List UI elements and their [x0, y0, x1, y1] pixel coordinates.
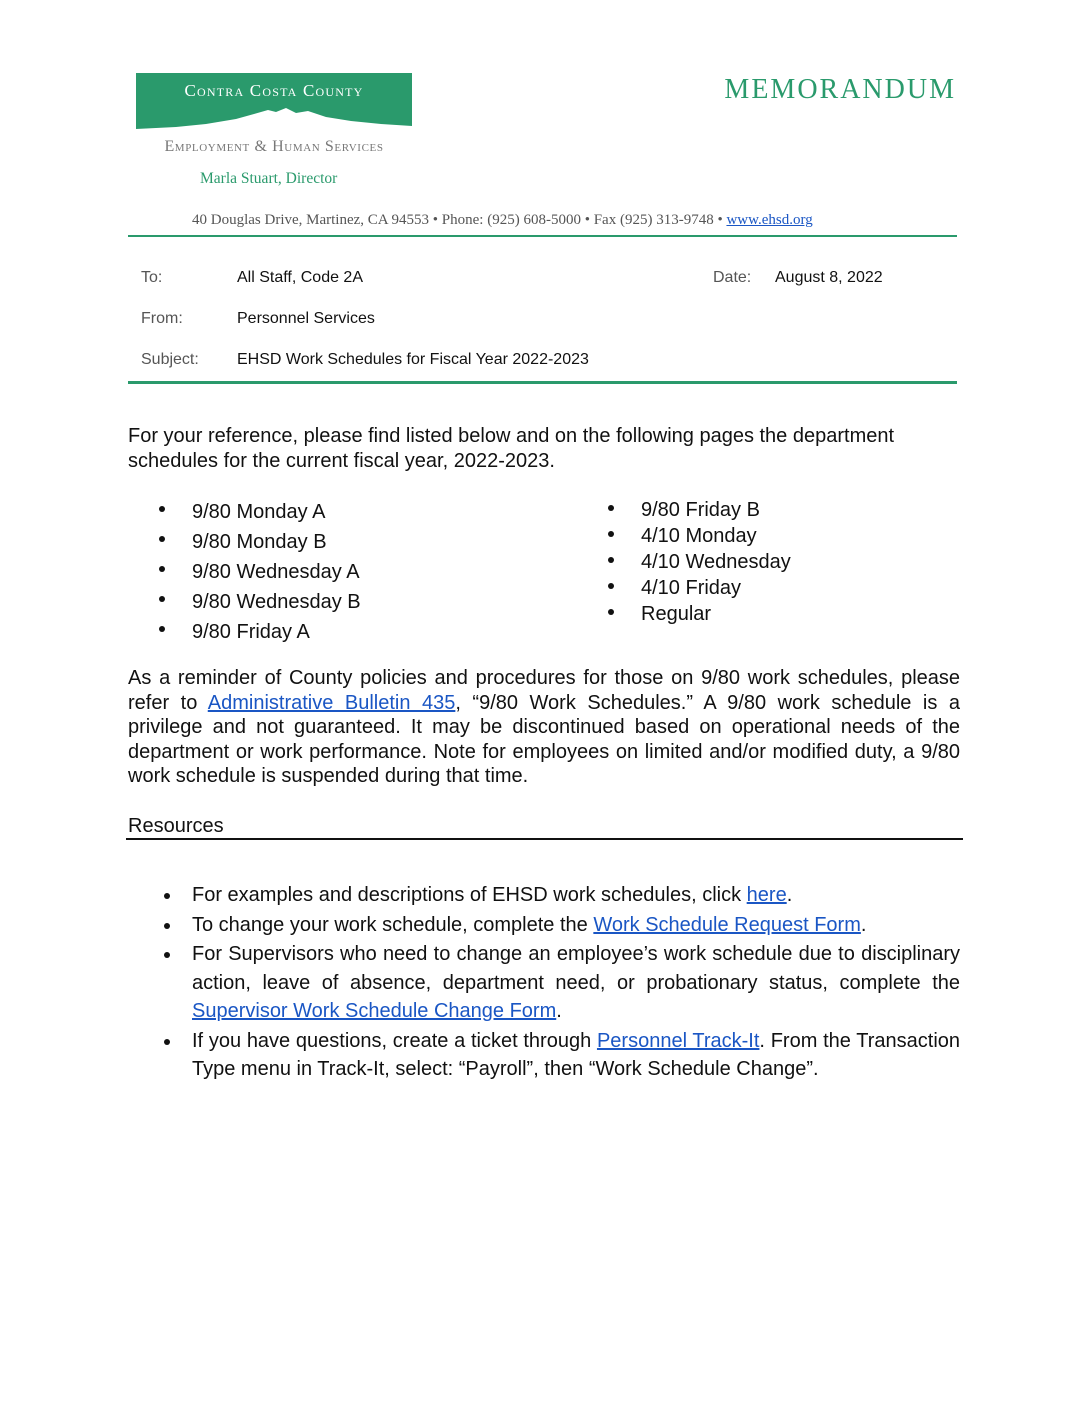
date-label: Date: [713, 269, 752, 286]
resources-list [192, 881, 960, 1085]
bullet-icon [159, 536, 165, 542]
logo-title: Contra Costa County [184, 81, 364, 100]
to-label: To: [141, 269, 163, 286]
bullet-icon [608, 583, 614, 589]
list-item: 4/10 Wednesday [641, 549, 791, 575]
bullet-icon [164, 923, 170, 929]
bullet-icon [164, 952, 170, 958]
director-name: Marla Stuart, Director [200, 170, 338, 187]
date-value: August 8, 2022 [775, 269, 883, 286]
list-item: To change your work schedule, complete the Work Schedule Request Form. [192, 911, 960, 940]
work-schedule-request-form-link[interactable]: Work Schedule Request Form [593, 913, 861, 936]
bullet-icon [608, 557, 614, 563]
bullet-icon [159, 566, 165, 572]
header-divider [128, 235, 957, 237]
address-line [192, 212, 813, 229]
from-value: Personnel Services [237, 310, 375, 327]
reminder-paragraph: As a reminder of County policies and procedures for those on 9/80 work schedules, please refer to Administrative Bulletin 435, “9/80 Work Schedules.” A 9/80 work schedule is a privilege and not guaranteed. It may be discontinued based on operational needs of the department or work performance. Note for employees on limited and/or modified duty, a 9/80 work schedule is suspended during that time. [128, 667, 961, 787]
address-text: 40 Douglas Drive, Martinez, CA 94553 • Phone: (925) 608-5000 • Fax (925) 313-9748 • [192, 212, 727, 228]
admin-bulletin-link[interactable]: Administrative Bulletin 435 [207, 691, 456, 714]
list-item: 9/80 Friday A [192, 617, 361, 647]
list-item: If you have questions, create a ticket through Personnel Track-It. From the Transaction Type menu in Track-It, select: “Payroll”, then “Work Schedule Change”. [192, 1027, 960, 1084]
bullet-icon [608, 609, 614, 615]
list-item: For Supervisors who need to change an employee’s work schedule due to disciplinary action, leave of absence, department need, or probationary status, complete the Supervisor Work Schedule Change Form. [192, 940, 960, 1026]
list-item: 4/10 Monday [641, 523, 791, 549]
list-item: 9/80 Friday B [641, 497, 791, 523]
memo-header-divider [128, 381, 957, 384]
schedule-list-right [641, 497, 791, 627]
bullet-icon [159, 596, 165, 602]
county-logo [136, 73, 412, 132]
list-item: 4/10 Friday [641, 575, 791, 601]
resources-divider [126, 838, 963, 840]
subject-label: Subject: [141, 351, 199, 368]
bullet-icon [159, 506, 165, 512]
bullet-icon [164, 1039, 170, 1045]
list-item: 9/80 Monday B [192, 527, 361, 557]
schedule-list-left [192, 497, 361, 647]
bullet-icon [608, 505, 614, 511]
list-item: Regular [641, 601, 791, 627]
list-item: For examples and descriptions of EHSD work schedules, click here. [192, 881, 960, 910]
bullet-icon [159, 626, 165, 632]
schedule-examples-link[interactable]: here [746, 884, 787, 906]
to-value: All Staff, Code 2A [237, 269, 363, 286]
bullet-icon [164, 893, 170, 899]
supervisor-change-form-link[interactable]: Supervisor Work Schedule Change Form [192, 1000, 557, 1022]
subject-value: EHSD Work Schedules for Fiscal Year 2022-2023 [237, 351, 589, 368]
bullet-icon [608, 531, 614, 537]
list-item: 9/80 Wednesday B [192, 587, 361, 617]
personnel-track-it-link[interactable]: Personnel Track-It [596, 1029, 760, 1052]
logo-subtitle: Employment & Human Services [164, 138, 384, 155]
list-item: 9/80 Monday A [192, 497, 361, 527]
website-link[interactable]: www.ehsd.org [726, 212, 813, 228]
resources-heading: Resources [128, 815, 224, 837]
memo-title: MEMORANDUM [724, 74, 956, 105]
intro-paragraph: For your reference, please find listed below and on the following pages the department schedules for the current fiscal year, 2022-2023. [128, 425, 895, 472]
list-item: 9/80 Wednesday A [192, 557, 361, 587]
from-label: From: [141, 310, 183, 327]
mountain-silhouette-icon [136, 102, 412, 132]
